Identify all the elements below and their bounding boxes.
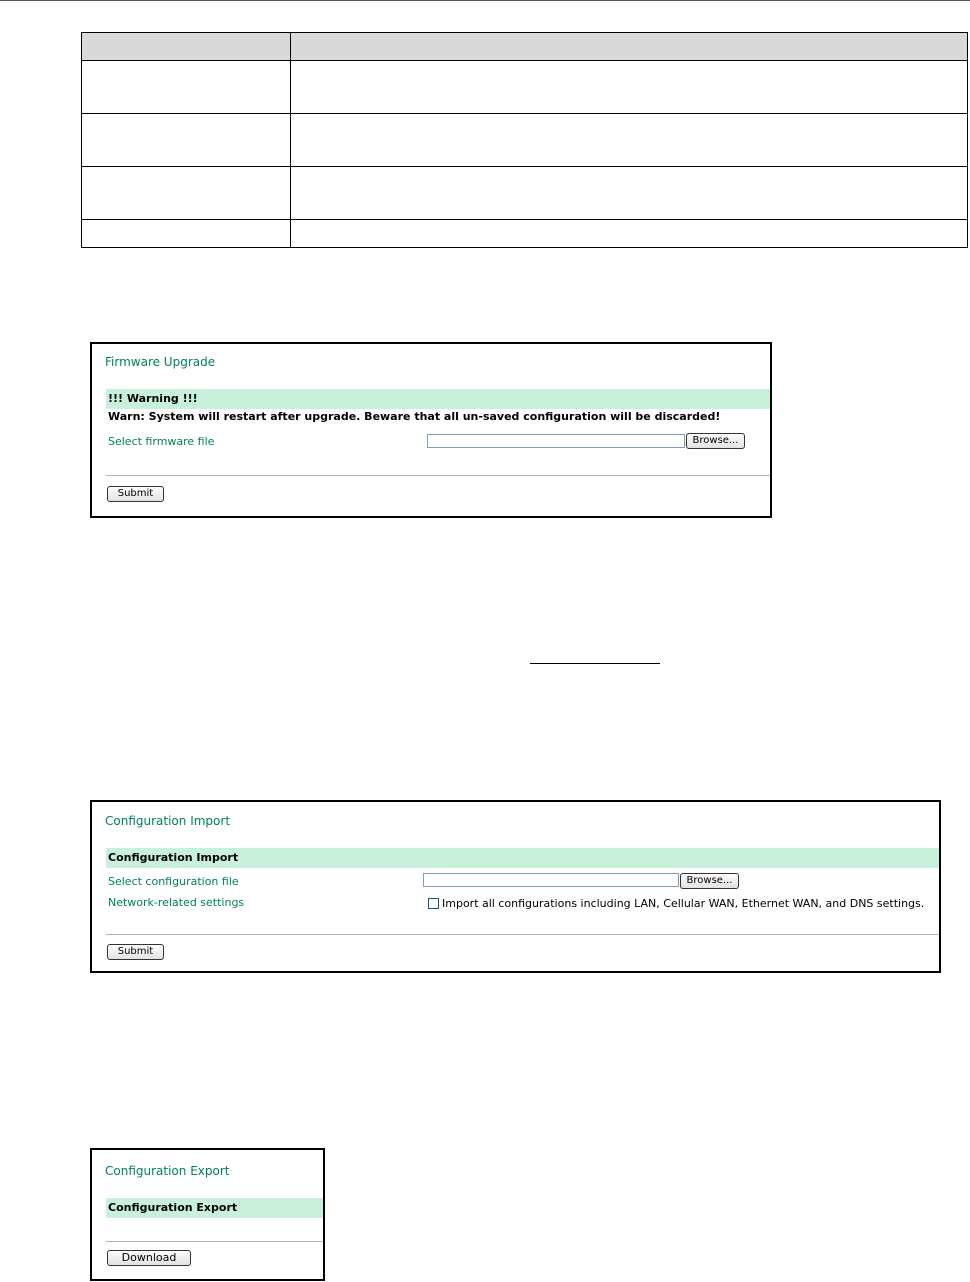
table-header-cell bbox=[82, 33, 291, 61]
table-header-row bbox=[82, 33, 968, 61]
firmware-upgrade-title: Firmware Upgrade bbox=[105, 355, 216, 369]
download-button[interactable]: Download bbox=[107, 1250, 191, 1266]
firmware-file-input[interactable] bbox=[427, 434, 685, 448]
firmware-submit-button[interactable]: Submit bbox=[107, 486, 164, 502]
import-all-checkbox-label: Import all configurations including LAN, Cellular WAN, Ethernet WAN, and DNS settings. bbox=[442, 897, 925, 910]
table-cell bbox=[291, 167, 968, 220]
config-export-panel bbox=[90, 1148, 325, 1281]
config-export-section-heading: Configuration Export bbox=[106, 1198, 323, 1218]
table-cell bbox=[291, 61, 968, 114]
table-header-cell bbox=[291, 33, 968, 61]
table-row bbox=[82, 220, 968, 248]
page-top-rule bbox=[0, 0, 970, 1]
table-cell bbox=[291, 114, 968, 167]
warning-text: Warn: System will restart after upgrade. Beware that all un-saved configuration will be discarded! bbox=[108, 410, 721, 423]
table-row bbox=[82, 167, 968, 220]
firmware-upgrade-panel bbox=[90, 342, 772, 518]
select-firmware-label: Select firmware file bbox=[108, 435, 215, 448]
config-import-divider bbox=[106, 934, 939, 935]
config-browse-button[interactable]: Browse... bbox=[680, 873, 739, 889]
table-row bbox=[82, 114, 968, 167]
select-config-label: Select configuration file bbox=[108, 875, 239, 888]
warning-heading: !!! Warning !!! bbox=[106, 389, 770, 409]
text-underline bbox=[530, 663, 660, 664]
firmware-browse-button[interactable]: Browse... bbox=[686, 433, 745, 449]
config-file-input[interactable] bbox=[423, 873, 679, 887]
table-cell bbox=[291, 220, 968, 248]
config-export-title: Configuration Export bbox=[105, 1164, 230, 1178]
config-import-title: Configuration Import bbox=[105, 814, 231, 828]
table-cell bbox=[82, 61, 291, 114]
config-import-submit-button[interactable]: Submit bbox=[107, 944, 164, 960]
table-cell bbox=[82, 114, 291, 167]
table-cell bbox=[82, 167, 291, 220]
import-all-checkbox[interactable] bbox=[428, 898, 439, 909]
table-row bbox=[82, 61, 968, 114]
config-export-divider bbox=[106, 1241, 323, 1242]
config-import-panel bbox=[90, 800, 941, 973]
table-cell bbox=[82, 220, 291, 248]
config-import-section-heading: Configuration Import bbox=[106, 848, 939, 868]
firmware-divider bbox=[106, 475, 770, 476]
doc-table bbox=[81, 32, 968, 248]
network-settings-label: Network-related settings bbox=[108, 896, 245, 909]
